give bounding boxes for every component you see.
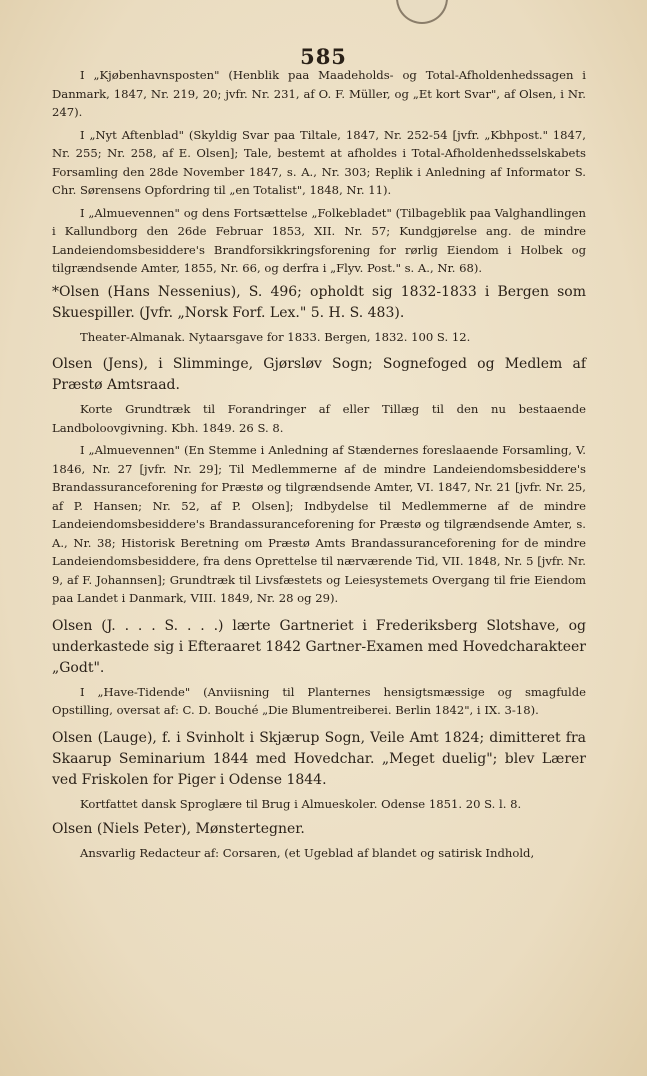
paragraph-corsaren: Ansvarlig Redacteur af: Corsaren, (et Ugeblad af blandet og satirisk Indhold, <box>80 846 535 860</box>
entry-olsen-niels-peter: Olsen (Niels Peter), Mønstertegner. <box>52 821 305 837</box>
entry-olsen-j-s: Olsen (J. . . . S. . . .) lærte Gartneriet i Frederiksberg Slotshave, og underkastede sig i Efteraaret 1842 Gartner-Examen med Hovedcharakteer „Godt". <box>52 617 586 676</box>
paragraph-nyt-aftenblad: I „Nyt Aftenblad" (Skyldig Svar paa Tiltale, 1847, Nr. 252-54 [jvfr. „Kbhpost." 1847, Nr. 255; Nr. 258, af E. Olsen]; Tale, bestemt at afholdes i Total-Afholdenhedsselskabets Forsamling den 28de November 1847, s. A., Nr. 303; Replik i Anledning af Informator S. Chr. Sørensens Opfordring til „en Totalist", 1848, Nr. 11). <box>52 127 586 197</box>
work-theater-almanak: Theater-Almanak. Nytaarsgave for 1833. Bergen, 1832. 100 S. 12. <box>80 329 471 344</box>
entry-olsen-jens: Olsen (Jens), i Slimminge, Gjørsløv Sogn; Sognefoged og Medlem af Præstø Amtsraad. <box>52 356 586 393</box>
paragraph-almuevennen-jens: I „Almuevennen" (En Stemme i Anledning af Stændernes foreslaaende Forsamling, V. 1846, Nr. 27 [jvfr. Nr. 29]; Til Medlemmerne af de mindre Landeiendomsbesiddere's Brandassuranceforening for Præstø og tilgrændsende Amter, VI. 1847, Nr. 21 [jvfr. Nr. 25, af P. Hansen; Nr. 52, af P. Olsen]; Indbydelse til Medlemmerne af de mindre Landeiendomsbesiddere's Brandassuranceforening for Præstø og tilgrændsende Amter, s. A., Nr. 38; Historisk Beretning om Præstø Amts Brandassuranceforening for de mindre Landeiendomsbesiddere, fra dens Oprettelse til nærværende Tid, VII. 1848, Nr. 5 [jvfr. Nr. 9, af F. Johannsen]; Grundtræk til Livsfæstets og Leiesystemets Overgang til frie Eiendom paa Landet i Danmark, VIII. 1849, Nr. 28 og 29). <box>52 443 586 605</box>
paragraph-kjobenhavnsposten: I „Kjøbenhavnsposten" (Henblik paa Maadeholds- og Total-Afholdenhedssagen i Danmark, 1847, Nr. 219, 20; jvfr. Nr. 231, af O. F. Müller, og „Et kort Svar", af Olsen, i Nr. 247). <box>52 68 586 119</box>
paragraph-almuevennen: I „Almuevennen" og dens Fortsættelse „Folkebladet" (Tilbageblik paa Valghandlingen i Kallundborg den 26de Februar 1853, XII. Nr. 57; Kundgjørelse ang. de mindre Landeiendomsbesiddere's Brandforsikkringsforening for rørlig Eiendom i Holbek og tilgrændsende Amter, 1855, Nr. 66, og derfra i „Flyv. Post." s. A., Nr. 68). <box>52 205 586 275</box>
work-korte-grundtraek: Korte Grundtræk til Forandringer af eller Tillæg til den nu bestaaende Landboloovgivning. Kbh. 1849. 26 S. 8. <box>52 402 586 435</box>
page-tab-mark <box>396 0 448 24</box>
entry-olsen-lauge: Olsen (Lauge), f. i Svinholt i Skjærup Sogn, Veile Amt 1824; dimitteret fra Skaarup Seminarium 1844 med Hovedchar. „Meget duelig"; blev Lærer ved Friskolen for Piger i Odense 1844. <box>52 729 586 788</box>
entry-olsen-hans-nessenius: *Olsen (Hans Nessenius), S. 496; opholdt sig 1832-1833 i Bergen som Skuespiller. (Jvfr. „Norsk Forf. Lex." 5. H. S. 483). <box>52 283 586 321</box>
work-kortfattet-sproglaere: Kortfattet dansk Sproglære til Brug i Almueskoler. Odense 1851. 20 S. l. 8. <box>80 796 522 811</box>
paragraph-have-tidende: I „Have-Tidende" (Anviisning til Planternes hensigtsmæssige og smagfulde Opstilling, oversat af: C. D. Bouché „Die Blumentreiberei. Berlin 1842", i IX. 3-18). <box>52 684 586 717</box>
text-column <box>52 66 586 863</box>
page-number: 585 <box>300 44 347 69</box>
